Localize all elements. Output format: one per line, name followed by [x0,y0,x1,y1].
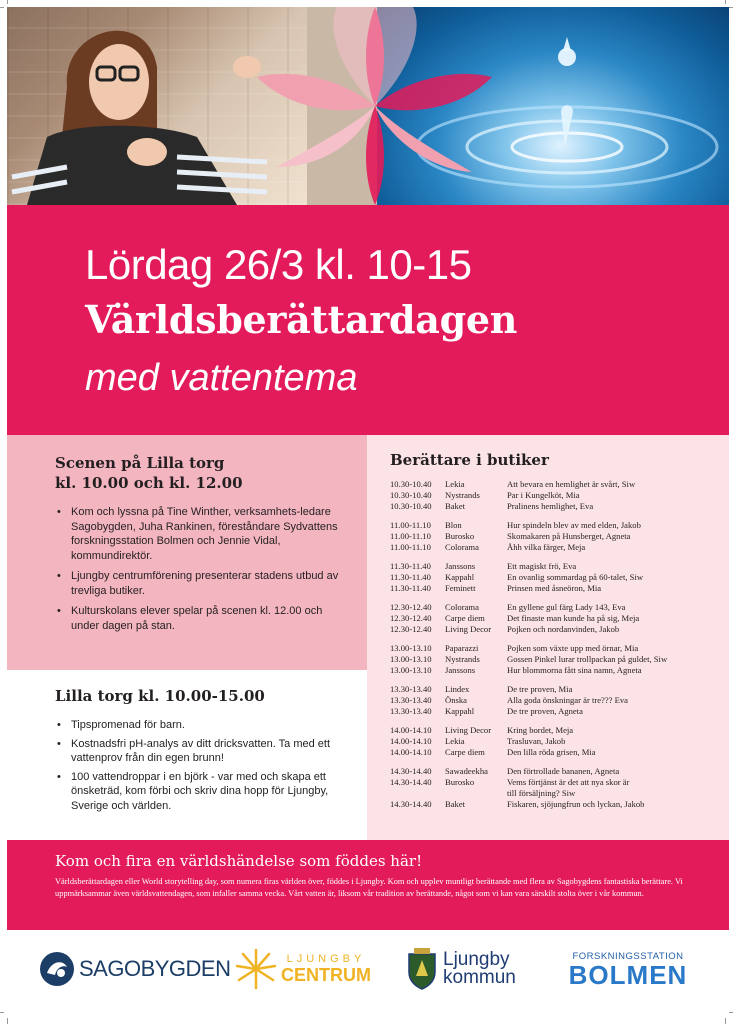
stage-heading: Scenen på Lilla torg kl. 10.00 och kl. 12.00 [55,454,243,492]
table-row [390,520,729,531]
ljungby-kommun-logo [407,944,516,994]
schedule-shop: Blon [445,520,462,530]
list-item: • Kostnadsfri pH-analys av ditt dricksvatten. Ta med ett vattenprov från din egen brunn! [55,737,347,766]
schedule-shop: Paparazzi [445,643,479,653]
crop-mark [0,7,4,8]
schedule-group [390,479,729,512]
footer-text: Världsberättardagen eller World storytelling day, som numera firas världen över, föddes i Ljungby. Kom och upplev muntligt berättande med flera av Sagobygdens fantastiska berättare. Vi uppmärksammar även världsvattendagen, som infaller samma vecka. Vårt vatten är, liksom vår tradition av berättande, något som vi kan vara särskilt stolta över i vår kommun. [55,877,683,898]
schedule-table [390,479,729,810]
schedule-time: 12.30-12.40 [390,624,432,634]
schedule-story: Den lilla röda grisen, Mia [507,747,596,757]
schedule-time: 13.00-13.10 [390,654,432,664]
schedule-time: 11.00-11.10 [390,531,431,541]
kommun-logo-line2: kommun [443,967,516,988]
schedule-group [390,602,729,635]
schedule-story: Alla goda önskningar är tre??? Eva [507,695,628,705]
stage-section [7,435,367,670]
crop-mark [0,1012,4,1013]
crop-mark [729,7,733,8]
centrum-logo-bottom: CENTRUM [281,964,371,985]
header-photo-band [7,7,729,205]
crop-mark [725,0,726,4]
bolmen-logo-line1: FORSKNINGSSTATION [572,950,684,962]
schedule-time: 14.00-14.10 [390,725,432,735]
event-subtitle: med vattentema [85,357,358,399]
crop-mark [7,1018,8,1024]
schedule-story: De tre proven, Mia [507,684,573,694]
schedule-time: 11.00-11.10 [390,520,431,530]
schedule-time: 13.30-13.40 [390,706,432,716]
kommun-logo-line1: Ljungby [443,949,510,970]
forskningsstation-bolmen-logo [563,944,693,994]
table-row [390,531,729,542]
event-date: Lördag 26/3 kl. 10-15 [85,241,472,288]
list-item: • Kulturskolans elever spelar på scenen kl. 12.00 och under dagen på stan. [55,604,347,633]
footer-band [7,840,729,930]
schedule-story: Hur spindeln blev av med elden, Jakob [507,520,641,530]
schedule-shop: Lindex [445,684,470,694]
schedule-time: 11.00-11.10 [390,542,431,552]
ljungby-centrum-logo [235,944,371,994]
schedule-story: Att bevara en hemlighet är svårt, Siw [507,479,636,489]
schedule-shop: Carpe diem [445,747,485,757]
schedule-time: 11.30-11.40 [390,572,431,582]
schedule-story: Pojken som växte upp med örnar, Mia [507,643,639,653]
table-row [390,624,729,635]
crop-mark [7,0,8,4]
table-row [390,561,729,572]
sunburst-icon [235,948,277,990]
schedule-shop: Kappahl [445,572,475,582]
schedule-group [390,766,729,810]
schedule-time: 14.30-14.40 [390,766,432,776]
schedule-story: Åhh vilka färger, Meja [507,542,586,552]
schedule-shop: Carpe diem [445,613,485,623]
schedule-story: Trasluvan, Jakob [507,736,566,746]
table-row [390,654,729,665]
schedule-story: De tre proven, Agneta [507,706,583,716]
schedule-time: 12.30-12.40 [390,613,432,623]
square-heading: Lilla torg kl. 10.00-15.00 [55,687,265,705]
schedule-shop: Kappahl [445,706,475,716]
table-row [390,542,729,553]
schedule-time: 13.00-13.10 [390,643,432,653]
schedule-story: Vems förtjänst är det att nya skor är [507,777,630,787]
schedule-story: Den förtrollade bananen, Agneta [507,766,620,776]
table-row [390,695,729,706]
schedule-story: Fiskaren, sjöjungfrun och lyckan, Jakob [507,799,645,809]
square-section [7,670,367,840]
coat-of-arms-icon [407,948,437,990]
sponsor-logos [7,930,729,1010]
schedule-story: Det finaste man kunde ha på sig, Meja [507,613,640,623]
table-row [390,777,729,788]
schedule-shop: Baket [445,799,466,809]
schedule-shop: Colorama [445,542,479,552]
schedule-time: 12.30-12.40 [390,602,432,612]
schedule-time: 13.00-13.10 [390,665,432,675]
square-bullet-list [55,718,347,813]
schedule-shop: Burosko [445,531,475,541]
schedule-story: Gossen Pinkel lurar trollpackan på guldet, Siw [507,654,668,664]
schedule-time [390,788,445,799]
table-row [390,643,729,654]
table-row [390,706,729,717]
headline-band [7,205,729,435]
schedule-story: En ovanlig sommardag på 60-talet, Siw [507,572,644,582]
schedule-shop: Önska [445,695,467,705]
schedule-shop: Nystrands [445,654,480,664]
sagobygden-emblem-icon [39,951,75,987]
schedule-time: 14.30-14.40 [390,777,432,787]
schedule-time: 10.30-10.40 [390,490,432,500]
schedule-shop: Lekia [445,736,465,746]
schedule-shop: Sawadeekha [445,766,488,776]
schedule-time: 11.30-11.40 [390,583,431,593]
schedule-shop: Janssons [445,665,476,675]
schedule-time: 13.30-13.40 [390,684,432,694]
schedule-group [390,561,729,594]
schedule-story: Pralinens hemlighet, Eva [507,501,594,511]
schedule-section [367,435,729,840]
schedule-shop: Janssons [445,561,476,571]
schedule-story: En gyllene gul färg Lady 143, Eva [507,602,626,612]
schedule-group [390,520,729,553]
table-row [390,490,729,501]
table-row [390,665,729,676]
schedule-story: Pojken och nordanvinden, Jakob [507,624,620,634]
centrum-logo-top: LJUNGBY [286,952,366,965]
schedule-group [390,643,729,676]
schedule-shop: Baket [445,501,466,511]
bolmen-logo-line2: BOLMEN [568,959,688,990]
footer-heading: Kom och fira en världshändelse som föddes här! [55,852,423,870]
list-item: • Tipspromenad för barn. [55,718,347,733]
table-row [390,799,729,810]
table-row [390,747,729,758]
table-row [390,684,729,695]
table-row [390,501,729,512]
schedule-story: till försäljning? Siw [507,788,576,798]
crop-mark [729,1012,733,1013]
schedule-shop: Living Decor [445,624,492,634]
table-row [390,479,729,490]
list-item: • Kom och lyssna på Tine Winther, verksamhets-ledare Sagobygden, Juha Rankinen, föreståndare Sydvattens forskningsstation Bolmen och Jennie Vidal, kommundirektör. [55,505,347,563]
schedule-story: Ett magiskt frö, Eva [507,561,577,571]
sagobygden-logo [39,944,230,994]
schedule-heading: Berättare i butiker [390,451,549,469]
schedule-time: 11.30-11.40 [390,561,431,571]
event-title: Världsberättardagen [85,297,518,342]
schedule-group [390,725,729,758]
schedule-shop [445,788,507,799]
schedule-group [390,684,729,717]
schedule-time: 14.30-14.40 [390,799,432,809]
table-row [390,788,729,799]
schedule-story: Hur blommorna fått sina namn, Agneta [507,665,642,675]
schedule-story: Skomakaren på Hunsberget, Agneta [507,531,631,541]
crop-mark [725,1018,726,1024]
sagobygden-logo-text: SAGOBYGDEN [79,956,231,981]
flower-graphic [237,7,517,205]
schedule-story: Par i Kungelköt, Mia [507,490,580,500]
schedule-shop: Colorama [445,602,479,612]
schedule-shop: Living Decor [445,725,492,735]
schedule-shop: Burosko [445,777,475,787]
list-item: • 100 vattendroppar i en björk - var med och skapa ett önsketräd, kom förbi och skriv dina hopp för Ljungby, Sverige och världen. [55,770,347,814]
schedule-time: 14.00-14.10 [390,736,432,746]
table-row [390,572,729,583]
schedule-time: 13.30-13.40 [390,695,432,705]
schedule-shop: Nystrands [445,490,480,500]
schedule-time: 14.00-14.10 [390,747,432,757]
table-row [390,766,729,777]
schedule-story: Prinsen med åsneöron, Mia [507,583,602,593]
schedule-story: Kring bordet, Meja [507,725,574,735]
schedule-time: 10.30-10.40 [390,479,432,489]
schedule-shop: Lekia [445,479,465,489]
stage-bullet-list [55,505,347,633]
table-row [390,602,729,613]
table-row [390,583,729,594]
table-row [390,736,729,747]
schedule-shop: Feminett [445,583,476,593]
table-row [390,613,729,624]
schedule-time: 10.30-10.40 [390,501,432,511]
list-item: • Ljungby centrumförening presenterar stadens utbud av trevliga butiker. [55,569,347,598]
table-row [390,725,729,736]
